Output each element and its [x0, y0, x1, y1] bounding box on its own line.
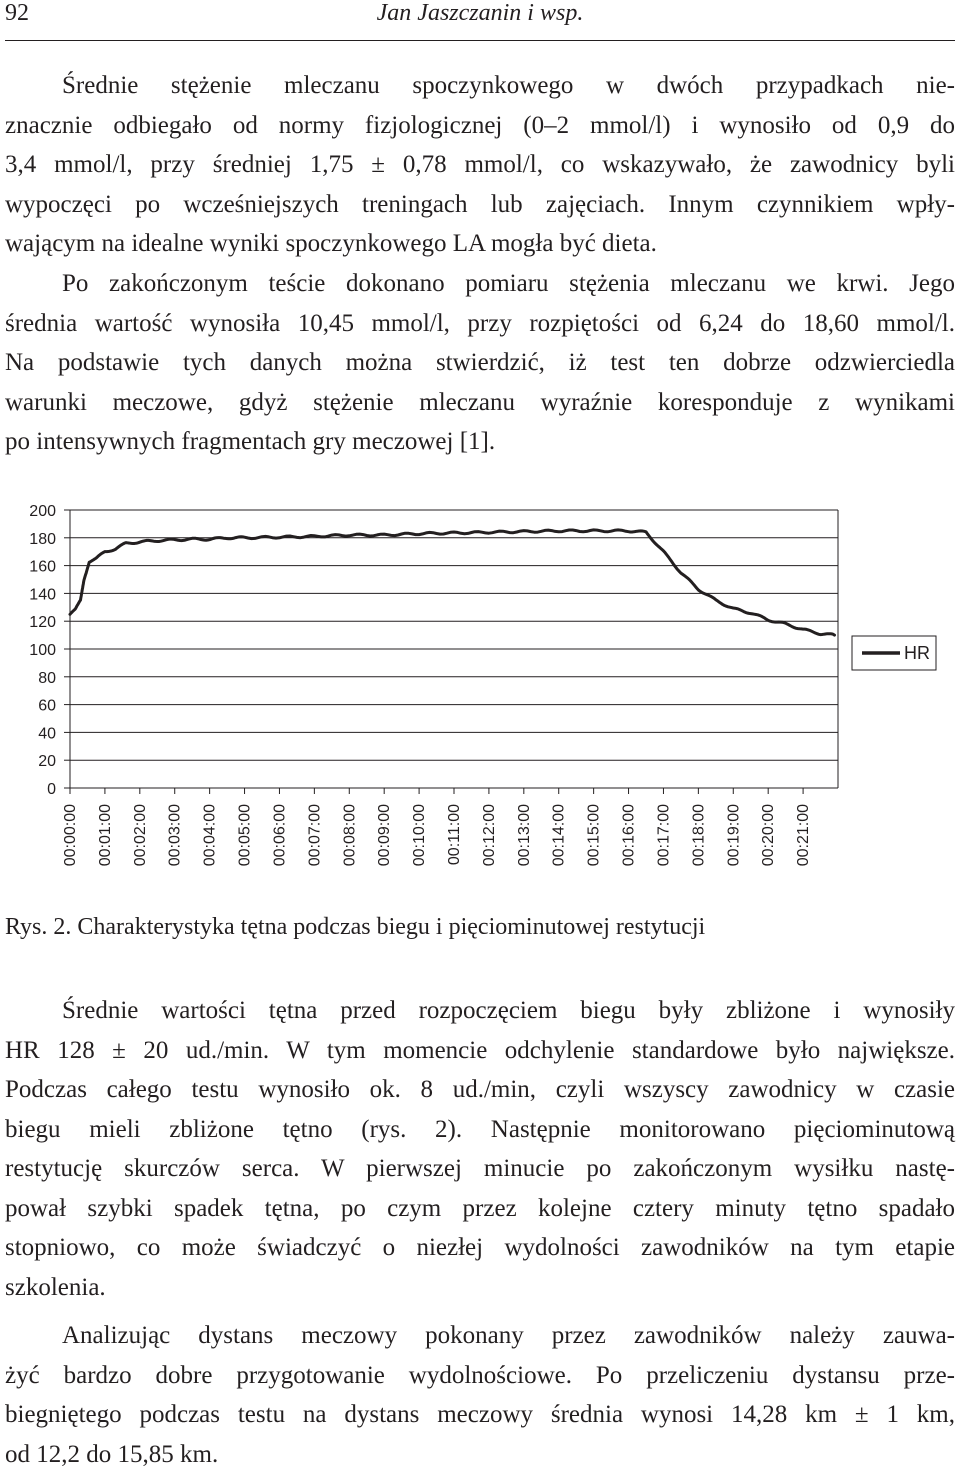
text-line: szkolenia. — [5, 1268, 955, 1308]
x-tick-label: 00:04:00 — [202, 804, 219, 866]
paragraph-2 — [5, 264, 955, 462]
text-line: restytucję skurczów serca. W pierwszej minucie po zakończonym wysiłku nastę- — [5, 1149, 955, 1189]
y-tick-label: 180 — [29, 531, 56, 548]
y-tick-label: 160 — [29, 559, 56, 576]
text-line: znacznie odbiegało od normy fizjologicznej (0–2 mmol/l) i wynosiło od 0,9 do — [5, 106, 955, 146]
x-tick-label: 00:20:00 — [760, 804, 777, 866]
text-line: wypoczęci po wcześniejszych treningach lub zajęciach. Innym czynnikiem wpły- — [5, 185, 955, 225]
y-tick-label: 0 — [47, 781, 56, 798]
text-line: warunki meczowe, gdyż stężenie mleczanu wyraźnie koresponduje z wynikami — [5, 383, 955, 423]
running-title: Jan Jaszczanin i wsp. — [0, 0, 960, 27]
y-tick-label: 140 — [29, 586, 56, 603]
x-tick-label: 00:16:00 — [621, 804, 638, 866]
y-tick-label: 120 — [29, 614, 56, 631]
x-tick-label: 00:18:00 — [690, 804, 707, 866]
x-tick-label: 00:00:00 — [62, 804, 79, 866]
x-tick-label: 00:14:00 — [551, 804, 568, 866]
x-tick-label: 00:19:00 — [725, 804, 742, 866]
x-tick-label: 00:02:00 — [132, 804, 149, 866]
text-line: wającym na idealne wyniki spoczynkowego LA mogła być dieta. — [5, 224, 955, 264]
hr-chart — [0, 490, 960, 900]
x-tick-label: 00:12:00 — [481, 804, 498, 866]
hr-chart-svg — [0, 490, 960, 900]
text-line: żyć bardzo dobre przygotowanie wydolnościowe. Po przeliczeniu dystansu prze- — [5, 1356, 955, 1396]
series-line-hr — [70, 530, 835, 635]
text-line: Na podstawie tych danych można stwierdzić, iż test ten dobrze odzwierciedla — [5, 343, 955, 383]
x-tick-label: 00:13:00 — [516, 804, 533, 866]
figure-caption: Rys. 2. Charakterystyka tętna podczas biegu i pięciominutowej restytucji — [5, 914, 705, 941]
text-line: pował szybki spadek tętna, po czym przez kolejne cztery minuty tętno spadało — [5, 1189, 955, 1229]
paragraph-4 — [5, 1316, 955, 1474]
x-tick-label: 00:21:00 — [795, 804, 812, 866]
text-line: od 12,2 do 15,85 km. — [5, 1435, 955, 1474]
text-line: Średnie wartości tętna przed rozpoczęciem biegu były zbliżone i wynosiły — [5, 991, 955, 1031]
header-rule — [5, 40, 955, 41]
x-tick-label: 00:15:00 — [586, 804, 603, 866]
text-line: Średnie stężenie mleczanu spoczynkowego w dwóch przypadkach nie- — [5, 66, 955, 106]
y-tick-label: 20 — [38, 753, 56, 770]
y-tick-label: 100 — [29, 642, 56, 659]
page-number: 92 — [5, 0, 29, 27]
paragraph-1 — [5, 66, 955, 264]
paragraph-3 — [5, 991, 955, 1307]
y-tick-label: 40 — [38, 725, 56, 742]
y-tick-label: 60 — [38, 698, 56, 715]
text-line: Podczas całego testu wynosiło ok. 8 ud./min, czyli wszyscy zawodnicy w czasie — [5, 1070, 955, 1110]
text-line: 3,4 mmol/l, przy średniej 1,75 ± 0,78 mmol/l, co wskazywało, że zawodnicy byli — [5, 145, 955, 185]
x-tick-label: 00:01:00 — [97, 804, 114, 866]
text-line: Po zakończonym teście dokonano pomiaru stężenia mleczanu we krwi. Jego — [5, 264, 955, 304]
x-tick-label: 00:10:00 — [411, 804, 428, 866]
text-line: biegu mieli zbliżone tętno (rys. 2). Następnie monitorowano pięciominutową — [5, 1110, 955, 1150]
text-line: po intensywnych fragmentach gry meczowej [1]. — [5, 422, 955, 462]
x-tick-label: 00:05:00 — [237, 804, 254, 866]
x-tick-label: 00:11:00 — [446, 804, 463, 865]
page-header — [0, 0, 960, 42]
text-line: stopniowo, co może świadczyć o niezłej wydolności zawodników na tym etapie — [5, 1228, 955, 1268]
x-tick-label: 00:06:00 — [271, 804, 288, 866]
x-tick-label: 00:03:00 — [167, 804, 184, 866]
x-tick-label: 00:08:00 — [341, 804, 358, 866]
legend-label: HR — [904, 643, 930, 663]
x-tick-label: 00:17:00 — [655, 804, 672, 866]
x-tick-label: 00:07:00 — [306, 804, 323, 866]
y-tick-label: 80 — [38, 670, 56, 687]
x-tick-label: 00:09:00 — [376, 804, 393, 866]
text-line: średnia wartość wynosiła 10,45 mmol/l, przy rozpiętości od 6,24 do 18,60 mmol/l. — [5, 304, 955, 344]
text-line: biegniętego podczas testu na dystans meczowy średnia wynosi 14,28 km ± 1 km, — [5, 1395, 955, 1435]
text-line: HR 128 ± 20 ud./min. W tym momencie odchylenie standardowe było największe. — [5, 1031, 955, 1071]
text-line: Analizując dystans meczowy pokonany przez zawodników należy zauwa- — [5, 1316, 955, 1356]
y-tick-label: 200 — [29, 503, 56, 520]
